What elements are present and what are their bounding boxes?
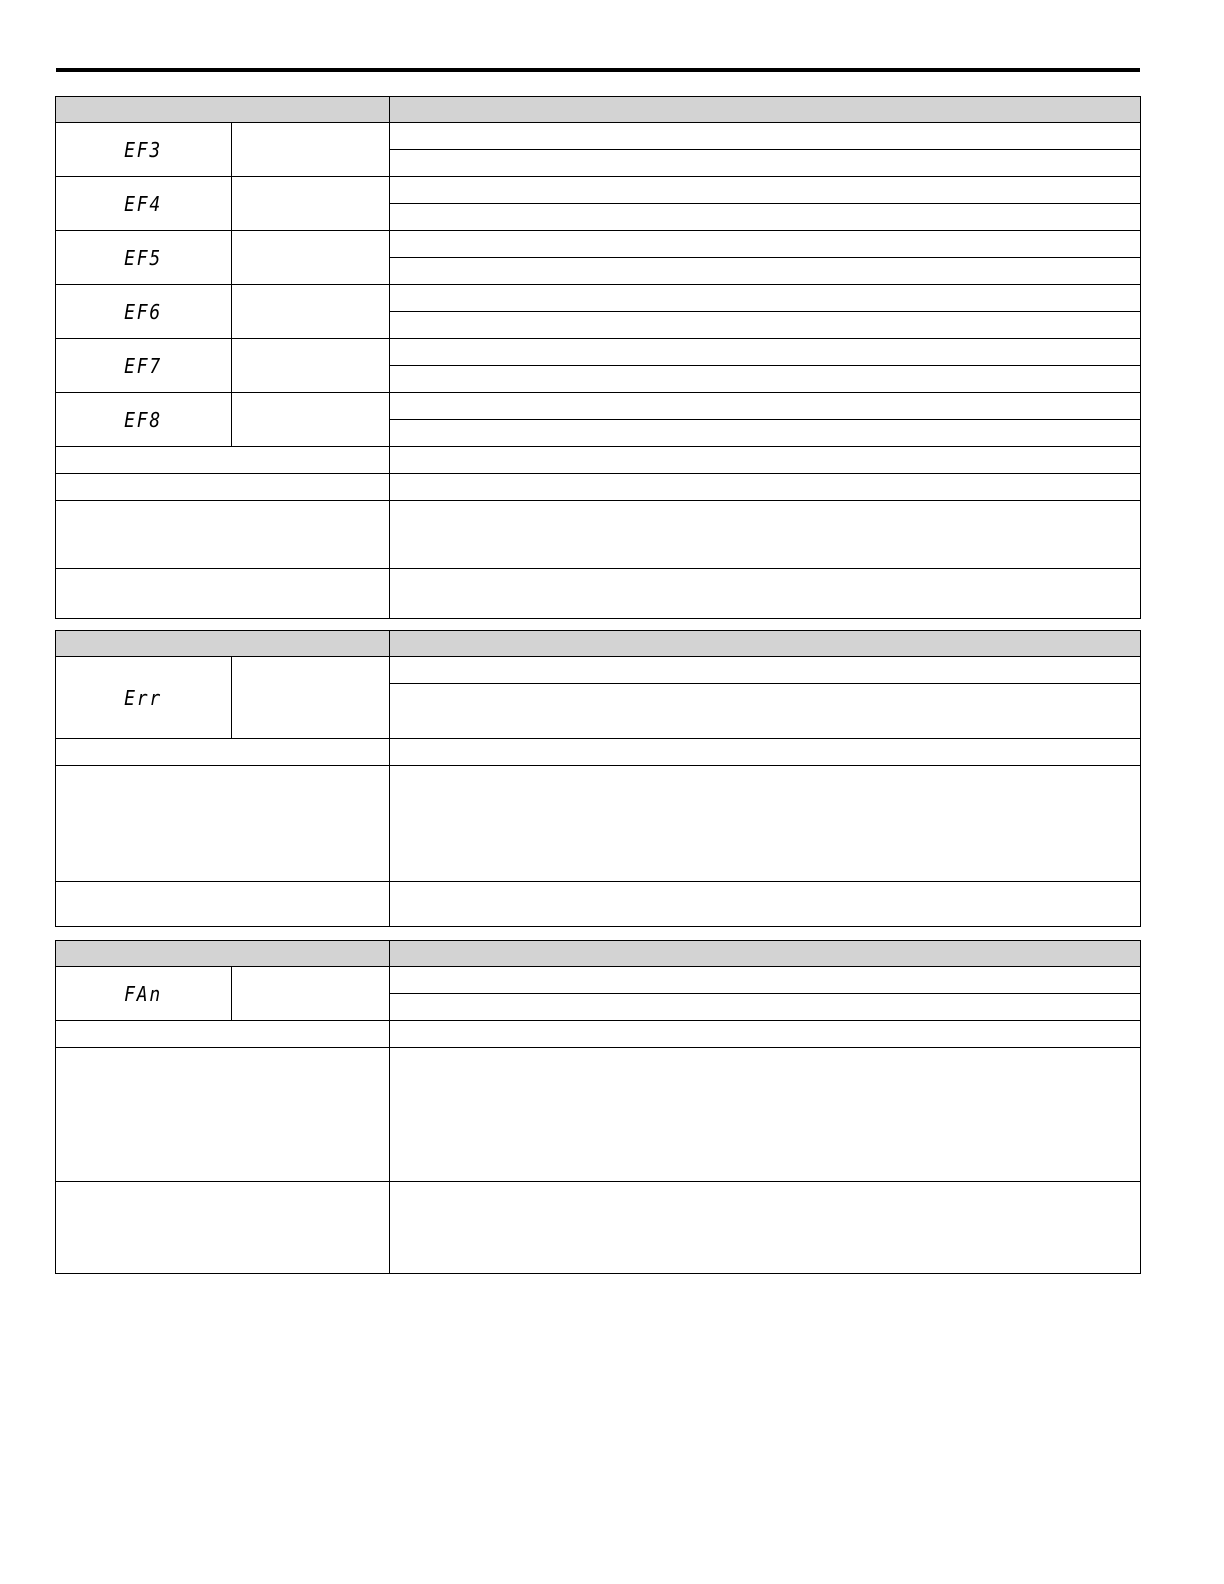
label-cell bbox=[56, 1021, 390, 1048]
table-row bbox=[56, 657, 1141, 684]
fault-code-display: Err bbox=[124, 685, 163, 710]
label-cell bbox=[56, 474, 390, 501]
header-cell-display bbox=[56, 941, 390, 967]
description-cell bbox=[390, 393, 1141, 420]
fault-code-cell bbox=[56, 285, 232, 339]
description-cell bbox=[390, 123, 1141, 150]
label-cell bbox=[56, 1182, 390, 1274]
fault-code-display: EF4 bbox=[124, 191, 163, 216]
description-cell bbox=[390, 366, 1141, 393]
label-cell bbox=[56, 739, 390, 766]
table-row bbox=[56, 177, 1141, 204]
header-cell-display bbox=[56, 631, 390, 657]
table-row bbox=[56, 766, 1141, 882]
table-header-row bbox=[56, 941, 1141, 967]
header-rule bbox=[56, 68, 1140, 72]
fault-code-display: EF8 bbox=[124, 407, 163, 432]
content-cell bbox=[390, 569, 1141, 619]
table-row bbox=[56, 1182, 1141, 1274]
fault-code-display: FAn bbox=[124, 981, 163, 1006]
content-cell bbox=[390, 766, 1141, 882]
fault-code-display: EF7 bbox=[124, 353, 163, 378]
label-cell bbox=[56, 569, 390, 619]
description-cell bbox=[390, 258, 1141, 285]
header-cell-name bbox=[390, 631, 1141, 657]
description-cell bbox=[390, 177, 1141, 204]
description-cell bbox=[390, 339, 1141, 366]
description-cell bbox=[390, 967, 1141, 994]
content-cell bbox=[390, 882, 1141, 927]
description-cell bbox=[390, 150, 1141, 177]
fault-name-cell bbox=[232, 657, 390, 739]
content-cell bbox=[390, 501, 1141, 569]
fault-table-err bbox=[55, 630, 1141, 927]
table-header-row bbox=[56, 631, 1141, 657]
table-row bbox=[56, 1021, 1141, 1048]
label-cell bbox=[56, 447, 390, 474]
fault-name-cell bbox=[232, 177, 390, 231]
header-cell-name bbox=[390, 941, 1141, 967]
fault-code-display: EF5 bbox=[124, 245, 163, 270]
table-row bbox=[56, 882, 1141, 927]
table-row bbox=[56, 967, 1141, 994]
fault-code-cell bbox=[56, 177, 232, 231]
content-cell bbox=[390, 447, 1141, 474]
table-row bbox=[56, 393, 1141, 420]
content-cell bbox=[390, 1021, 1141, 1048]
fault-name-cell bbox=[232, 285, 390, 339]
label-cell bbox=[56, 882, 390, 927]
description-cell bbox=[390, 231, 1141, 258]
fault-code-cell bbox=[56, 657, 232, 739]
fault-code-cell bbox=[56, 967, 232, 1021]
content-cell bbox=[390, 1182, 1141, 1274]
fault-table-fan bbox=[55, 940, 1141, 1274]
table-row bbox=[56, 123, 1141, 150]
table-row bbox=[56, 569, 1141, 619]
description-cell bbox=[390, 420, 1141, 447]
label-cell bbox=[56, 766, 390, 882]
fault-name-cell bbox=[232, 339, 390, 393]
description-cell bbox=[390, 657, 1141, 684]
fault-table-ef bbox=[55, 96, 1141, 619]
fault-name-cell bbox=[232, 393, 390, 447]
fault-code-cell bbox=[56, 339, 232, 393]
table-row bbox=[56, 447, 1141, 474]
table-row bbox=[56, 474, 1141, 501]
fault-code-cell bbox=[56, 123, 232, 177]
description-cell bbox=[390, 684, 1141, 739]
fault-name-cell bbox=[232, 967, 390, 1021]
label-cell bbox=[56, 501, 390, 569]
fault-name-cell bbox=[232, 231, 390, 285]
fault-code-cell bbox=[56, 393, 232, 447]
description-cell bbox=[390, 285, 1141, 312]
content-cell bbox=[390, 1048, 1141, 1182]
header-cell-display bbox=[56, 97, 390, 123]
content-cell bbox=[390, 739, 1141, 766]
fault-code-display: EF3 bbox=[124, 137, 163, 162]
description-cell bbox=[390, 312, 1141, 339]
fault-code-display: EF6 bbox=[124, 299, 163, 324]
table-header-row bbox=[56, 97, 1141, 123]
table-row bbox=[56, 339, 1141, 366]
fault-code-cell bbox=[56, 231, 232, 285]
table-row bbox=[56, 501, 1141, 569]
table-row bbox=[56, 231, 1141, 258]
fault-name-cell bbox=[232, 123, 390, 177]
table-row bbox=[56, 739, 1141, 766]
description-cell bbox=[390, 994, 1141, 1021]
content-cell bbox=[390, 474, 1141, 501]
label-cell bbox=[56, 1048, 390, 1182]
description-cell bbox=[390, 204, 1141, 231]
header-cell-name bbox=[390, 97, 1141, 123]
table-row bbox=[56, 285, 1141, 312]
table-row bbox=[56, 1048, 1141, 1182]
